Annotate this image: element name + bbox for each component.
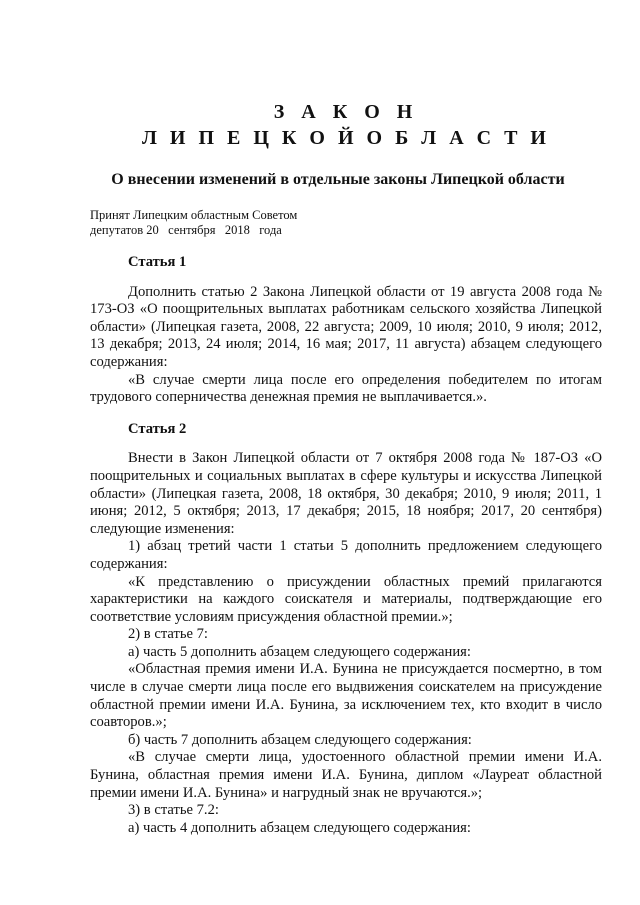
article-2-paragraph: а) часть 4 дополнить абзацем следующего содержания: [128,819,471,836]
article-1-paragraph: «В случае смерти лица после его определения победителем по итогам трудового соперничества денежная премия не выплачивается.». [90,371,602,406]
article-2-paragraph: Внести в Закон Липецкой области от 7 октября 2008 года № 187-ОЗ «О поощрительных и социальных выплатах в сфере культуры и искусства Липецкой области» (Липецкая газета, 2008, 18 октября, 30 декабря; 2010, 9 июля; 2011, 1 июня; 2012, 5 октября; 2013, 17 декабря; 2015, 18 ноября; 2017, 20 сентября) следующие изменения: [90,450,602,537]
law-title: З А К О Н [273,101,419,123]
article-2-paragraph: 2) в статье 7: [128,626,208,643]
adoption-line-2: депутатов 20 сентября 2018 года [90,223,282,237]
article-2-paragraph: «В случае смерти лица, удостоенного областной премии имени И.А. Бунина, областная премия имени И.А. Бунина, диплом «Лауреат областной премии имени И.А. Бунина» и нагрудный знак не вручаются.»; [90,749,602,801]
article-1-paragraph: Дополнить статью 2 Закона Липецкой области от 19 августа 2008 года № 173-ОЗ «О поощрительных выплатах работникам сельского хозяйства Липецкой области» (Липецкая газета, 2008, 22 августа; 2009, 10 июля; 2010, 9 июля; 2012, 13 декабря; 2013, 24 июля; 2014, 16 мая; 2017, 11 августа) абзацем следующего содержания: [90,283,602,370]
article-2-paragraph: 1) абзац третий части 1 статьи 5 дополнить предложением следующего содержания: [90,538,602,572]
law-region-title: Л И П Е Ц К О Й О Б Л А С Т И [142,127,550,149]
adoption-note [90,208,320,238]
article-2-paragraph: «К представлению о присуждении областных премий прилагаются характеристики на каждого соискателя и материалы, подтверждающие его соответствие условиям присуждения областной премии.»; [90,573,602,625]
article-2-paragraph: 3) в статье 7.2: [128,802,219,819]
article-2-paragraph: б) часть 7 дополнить абзацем следующего содержания: [128,731,472,748]
article-2-heading: Статья 2 [128,420,187,437]
adoption-line-1: Принят Липецким областным Советом [90,208,298,222]
article-1-heading: Статья 1 [128,254,187,270]
law-subtitle: О внесении изменений в отдельные законы Липецкой области [111,171,565,188]
article-2-paragraph: а) часть 5 дополнить абзацем следующего содержания: [128,643,471,660]
article-2-paragraph: «Областная премия имени И.А. Бунина не присуждается посмертно, в том числе в случае смерти лица после его выдвижения соискателем на присуждение областной премии имени И.А. Бунина, за исключением тех, кто входит в число соавторов.»; [90,661,602,731]
